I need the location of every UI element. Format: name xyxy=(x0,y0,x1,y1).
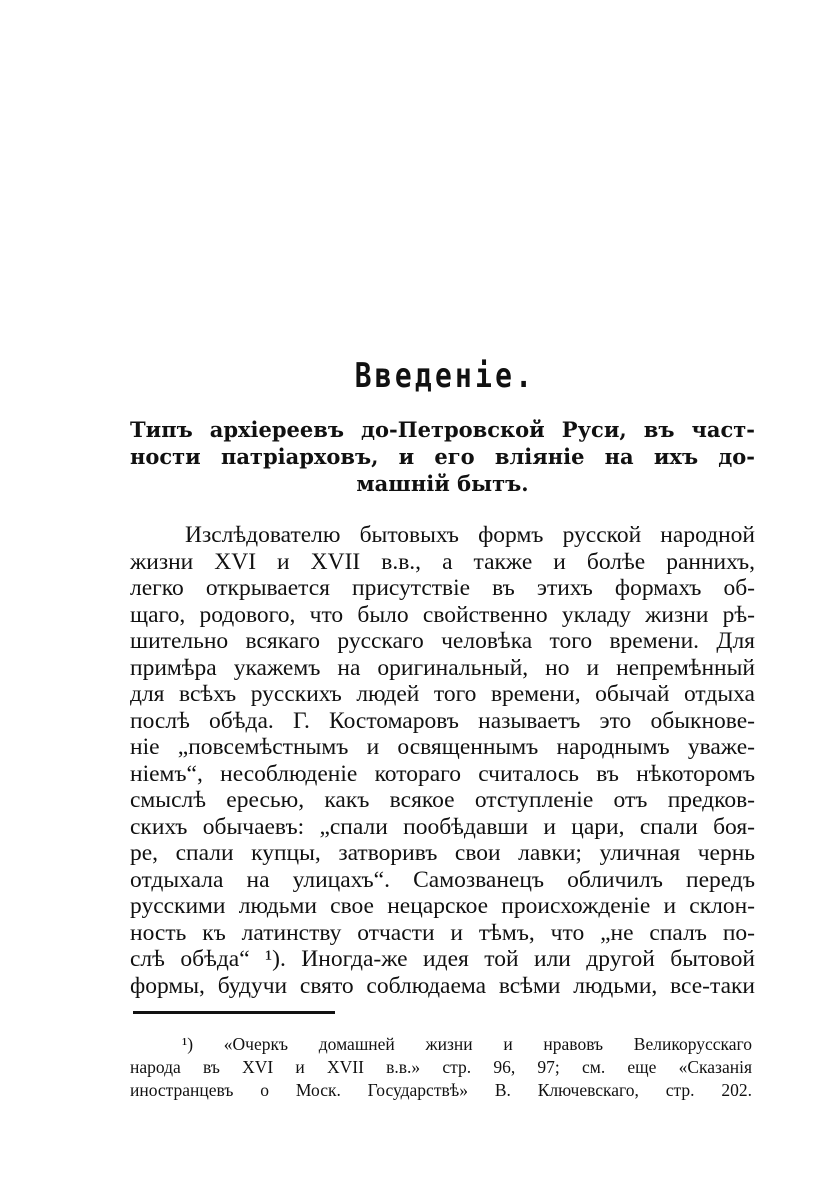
footnote xyxy=(130,1033,752,1102)
paragraph-line: формы, будучи свято соблюдаема всѣми людьми, все-таки xyxy=(130,972,755,999)
paragraph-line: шительно всякаго русскаго человѣка того времени. Для xyxy=(130,628,755,654)
paragraph-line: скихъ обычаевъ: „спали пообѣдавши и цари, спали боя- xyxy=(130,813,755,840)
footnote-line: народа въ XVI и XVII в.в.» стр. 96, 97; см. еще «Сказанія xyxy=(130,1057,752,1077)
paragraph-line: щаго, родового, что было свойственно укладу жизни рѣ- xyxy=(130,601,755,628)
paragraph-line: легко открывается присутствіе въ этихъ формахъ об- xyxy=(130,575,755,601)
body-paragraph xyxy=(130,522,755,999)
paragraph-line: отдыхала на улицахъ“. Самозванецъ обличилъ передъ xyxy=(130,866,755,893)
paragraph-line: для всѣхъ русскихъ людей того времени, обычай отдыха xyxy=(130,681,755,707)
chapter-title: Введеніе. xyxy=(354,356,536,396)
subtitle-line: ности патріарховъ, и его вліяніе на ихъ до- xyxy=(130,444,755,469)
paragraph-line: русскими людьми свое нецарское происхожденіе и склон- xyxy=(130,893,755,919)
paragraph-line: ре, спали купцы, затворивъ свои лавки; уличная чернь xyxy=(130,840,755,866)
paragraph-line: послѣ обѣда. Г. Костомаровъ называетъ это обыкнове- xyxy=(130,707,755,734)
paragraph-line: смыслѣ ересью, какъ всякое отступленіе отъ предков- xyxy=(130,787,755,813)
paragraph-line: ность къ латинству отчасти и тѣмъ, что „не спалъ по- xyxy=(130,919,755,946)
footnote-line: ¹) «Очеркъ домашней жизни и нравовъ Великорусскаго xyxy=(182,1034,752,1054)
paragraph-line: Изслѣдователю бытовыхъ формъ русской народной xyxy=(185,522,755,548)
paragraph-line: ніемъ“, несоблюденіе котораго считалось въ нѣкоторомъ xyxy=(130,760,755,787)
paragraph-line: слѣ обѣда“ ¹). Иногда-же идея той или другой бытовой xyxy=(130,946,755,972)
paragraph-line: жизни XVI и XVII в.в., а также и болѣе раннихъ, xyxy=(130,548,755,575)
paragraph-line: примѣра укажемъ на оригинальный, но и непремѣнный xyxy=(130,654,755,681)
footnote-line: иностранцевъ о Моск. Государствѣ» В. Ключевскаго, стр. 202. xyxy=(130,1080,752,1100)
footnote-divider xyxy=(133,1011,335,1014)
subtitle-line: Типъ архіереевъ до-Петровской Руси, въ част- xyxy=(130,417,755,442)
subtitle-line: машній бытъ. xyxy=(356,471,529,496)
paragraph-line: ніе „повсемѣстнымъ и освященнымъ народнымъ уваже- xyxy=(130,734,755,760)
chapter-subtitle xyxy=(130,416,755,497)
